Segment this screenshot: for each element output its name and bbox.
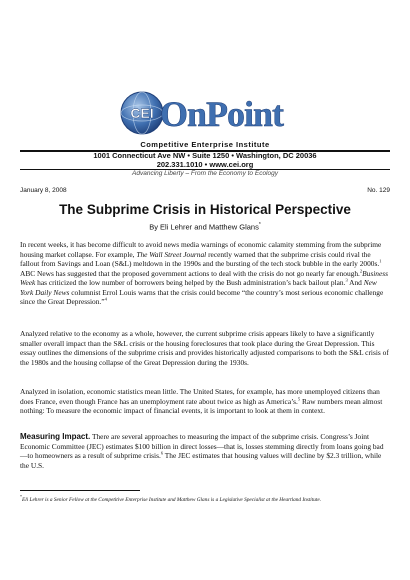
byline-text: By Eli Lehrer and Matthew Glans [149,222,259,232]
tagline: Advancing Liberty – From the Economy to Ecology [132,170,278,177]
p1-text-c: ABC News has suggested that the proposed government actions to deal with the crisis do not go nearly far enough. [20,268,360,278]
p1-nydn: New York Daily News [20,278,377,297]
p1-text-b: recently warned that the subprime crisis could rival the fallout from Savings and Loan (S&L) meltdown in the 1990s and the bursting of the tech stock bubble in the early 2000s. [20,249,380,268]
p3-text-a: Analyzed in isolation, economic statistics mean little. The United States, for example, has more unemployed citizens than does France, even though France has an unemployment rate about twice as high as America’s. [20,387,380,406]
footnote-ref-4: 4 [104,296,107,302]
p1-wsj: The Wall Street Journal [136,249,207,259]
byline-footnote-marker: * [258,222,261,228]
logo-onpoint-text: OnPoint [160,94,284,134]
footnote-text: Eli Lehrer is a Senior Fellow at the Competitive Enterprise Institute and Matthew Glans is a Legislative Specialist at the Heartland Institute. [22,496,322,503]
organization-address: 1001 Connecticut Ave NW • Suite 1250 • Washington, DC 20036 [93,151,317,160]
p1-text-a: In recent weeks, it has become difficult to avoid news media warnings of economic calamity stemming from the subprime housing market collapse. For example, [20,240,382,259]
footnote-ref-1: 1 [379,258,382,264]
logo-cei-text: CEI [130,105,154,121]
author-footnote [20,493,390,504]
p1-businessweek: Business Week [20,268,389,287]
footnote-marker: * [20,494,22,499]
footnote-ref-5: 5 [297,396,301,402]
p1-text-f: columnist Errol Louis warns that the crisis could become “the country’s most serious economic challenge since the Great Depression.” [20,287,384,306]
organization-name: Competitive Enterprise Institute [140,140,270,149]
p4-text-a: There are several approaches to measuring the impact of the subprime crisis. Congress’s Joint Economic Committee (JEC) estimates $100 billion in direct losses—that is, losses stemming directly from loans going bad—to homeowners as a result of subprime crisis. [20,432,384,460]
footnote-ref-2: 2 [359,268,363,274]
section-heading-measuring-impact: Measuring Impact. [20,432,91,441]
p4-text-b: The JEC estimates that housing values will decline by $2.3 trillion, while the U.S. [20,451,382,470]
p1-text-d: has criticized the low number of borrowers being helped by the Bush administration’s back bailout plan. [35,278,346,287]
organization-contact: 202.331.1010 • www.cei.org [156,160,254,169]
page-title: The Subprime Crisis in Historical Perspective [59,202,351,217]
footnote-ref-6: 6 [160,450,164,456]
byline [0,222,410,232]
paragraph-4 [20,432,390,470]
p3-text-b: Raw numbers mean almost nothing: To measure the economic impact of financial events, it is important to look at them in context. [20,396,383,415]
paragraph-3 [20,387,390,416]
paragraph-1 [20,240,390,307]
publication-date: January 8, 2008 [20,187,67,194]
issue-number: No. 129 [367,187,390,194]
cei-onpoint-logo [112,88,302,138]
p1-text-e: And [347,278,364,287]
footnote-rule [20,490,140,491]
footnote-ref-3: 3 [345,277,348,283]
paragraph-2: Analyzed relative to the economy as a whole, however, the current subprime crisis appears likely to have a significantly smaller overall impact than the S&L crisis or the housing foreclosures that took place during the Great Depression. This essay outlines the dimensions of the subprime crisis and provides historically adjusted comparisons to both the S&L crisis of the 1980s and the housing collapse of the Great Depression during the 1930s. [20,329,389,367]
